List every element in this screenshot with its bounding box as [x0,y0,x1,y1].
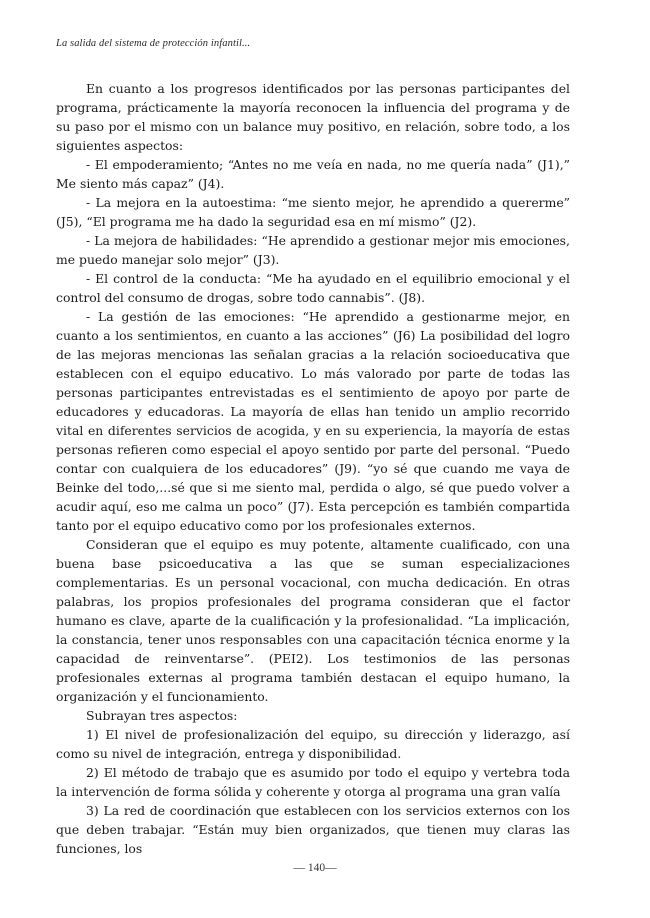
paragraph-skills: - La mejora de habilidades: “He aprendido a gestionar mejor mis emociones, me puedo manejar solo mejor” (J3). [56,233,570,267]
paragraph-team-strength: Consideran que el equipo es muy potente, altamente cualificado, con una buena base psicoeducativa a las que se suman especializaciones complementarias. Es un personal vocacional, con mucha dedicación. En otras palabras, los propios profesionales del programa consideran que el factor humano es clave, aparte de la cualificación y la profesionalidad. “La implicación, la constancia, tener unos responsables con una capacitación técnica enorme y la capacidad de reinventarse”. (PEI2). Los testimonios de las personas profesionales externas al programa también destacan el equipo humano, la organización y el funcionamiento. [56,537,570,704]
paragraph-progress-intro: En cuanto a los progresos identificados por las personas participantes del programa, prácticamente la mayoría reconocen la influencia del programa y de su paso por el mismo con un balance muy positivo, en relación, sobre todo, a los siguientes aspectos: [56,81,570,153]
paragraph-aspect-3: 3) La red de coordinación que establecen con los servicios externos con los que deben trabajar. “Están muy bien organizados, que tienen muy claras las funciones, los [56,803,570,856]
paragraph-aspect-2: 2) El método de trabajo que es asumido por todo el equipo y vertebra toda la intervención de forma sólida y coherente y otorga al programa una gran valía [56,765,570,799]
paragraph-emotion-management: - La gestión de las emociones: “He aprendido a gestionarme mejor, en cuanto a los sentimientos, en cuanto a las acciones” (J6) La posibilidad del logro de las mejoras mencionas las señalan gracias a la relación socioeducativa que establecen con el equipo educativo. Lo más valorado por parte de todas las personas participantes entrevistadas es el sentimiento de apoyo por parte de educadores y educadoras. La mayoría de ellas han tenido un amplio recorrido vital en diferentes servicios de acogida, y en su experiencia, la mayoría de estas personas refieren como especial el apoyo sentido por parte del personal. “Puedo contar con cualquiera de los educadores” (J9). “yo sé que cuando me vaya de Beinke del todo,...sé que si me siento mal, perdida o algo, sé que puedo volver a acudir aquí, eso me calma un poco” (J7). Esta percepción es también compartida tanto por el equipo educativo como por los profesionales externos. [56,309,570,533]
paragraph-three-aspects: Subrayan tres aspectos: [86,708,238,723]
paragraph-empowerment: - El empoderamiento; “Antes no me veía en nada, no me quería nada” (J1),” Me siento más capaz” (J4). [56,157,570,191]
paragraph-self-esteem: - La mejora en la autoestima: “me siento mejor, he aprendido a quererme” (J5), “El programa me ha dado la seguridad esa en mí mismo” (J2). [56,195,570,229]
body-text [56,79,570,858]
paragraph-aspect-1: 1) El nivel de profesionalización del equipo, su dirección y liderazgo, así como su nivel de integración, entrega y disponibilidad. [56,727,570,761]
page-number: — 140— [293,862,337,874]
running-header: La salida del sistema de protección infantil... [56,38,251,49]
paragraph-conduct-control: - El control de la conducta: “Me ha ayudado en el equilibrio emocional y el control del consumo de drogas, sobre todo cannabis”. (J8). [56,271,570,305]
